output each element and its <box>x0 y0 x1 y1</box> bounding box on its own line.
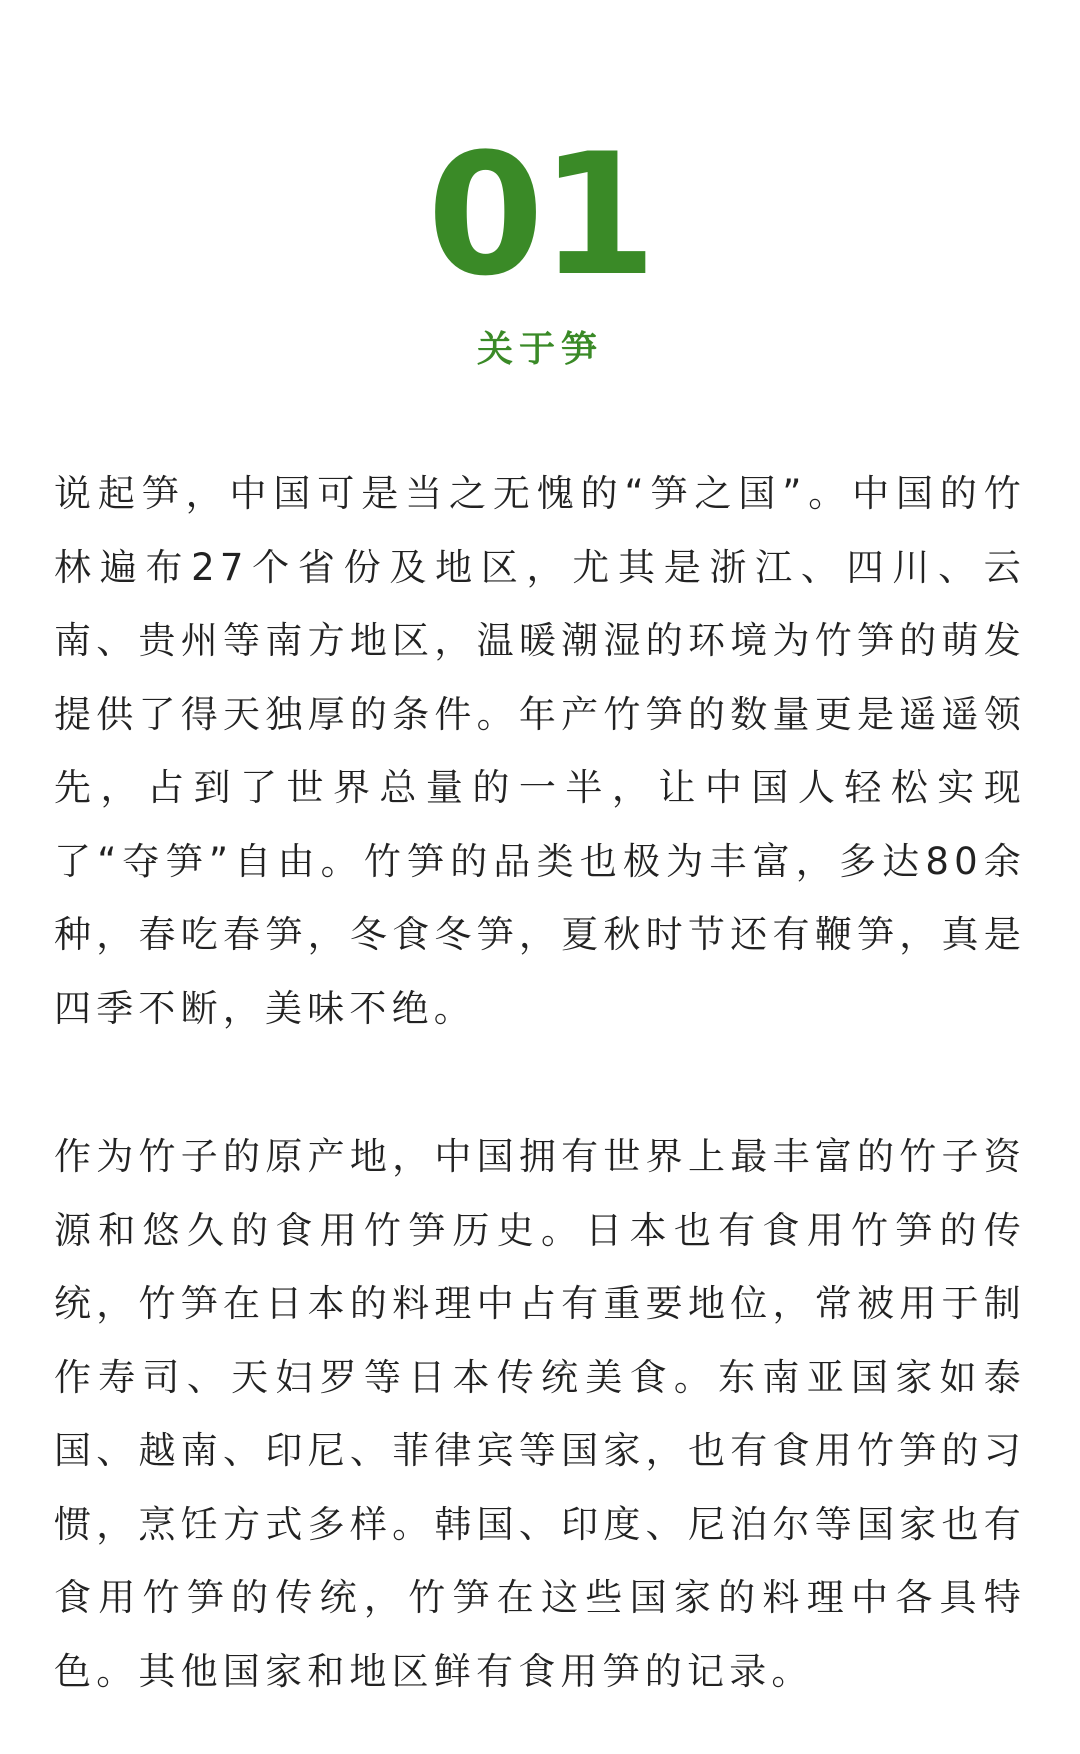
section-title: 关于笋 <box>476 329 603 370</box>
paragraph-bamboo-shoot-country: 说起笋，中国可是当之无愧的“笋之国”。中国的竹林遍布27个省份及地区，尤其是浙江、四川、云南、贵州等南方地区，温暖潮湿的环境为竹笋的萌发提供了得天独厚的条件。年产竹笋的数量更是遥遥领先，占到了世界总量的一半，让中国人轻松实现了“夺笋”自由。竹笋的品类也极为丰富，多达80余种，春吃春笋，冬食冬笋，夏秋时节还有鞭笋，真是四季不断，美味不绝。 <box>54 472 1026 1030</box>
paragraph-bamboo-shoot-origin: 作为竹子的原产地，中国拥有世界上最丰富的竹子资源和悠久的食用竹笋历史。日本也有食用竹笋的传统，竹笋在日本的料理中占有重要地位，常被用于制作寿司、天妇罗等日本传统美食。东南亚国家如泰国、越南、印尼、菲律宾等国家，也有食用竹笋的习惯，烹饪方式多样。韩国、印度、尼泊尔等国家也有食用竹笋的传统，竹笋在这些国家的料理中各具特色。其他国家和地区鲜有食用笋的记录。 <box>54 1135 1026 1693</box>
section-header <box>0 117 1080 372</box>
section-number: 01 <box>427 117 653 313</box>
